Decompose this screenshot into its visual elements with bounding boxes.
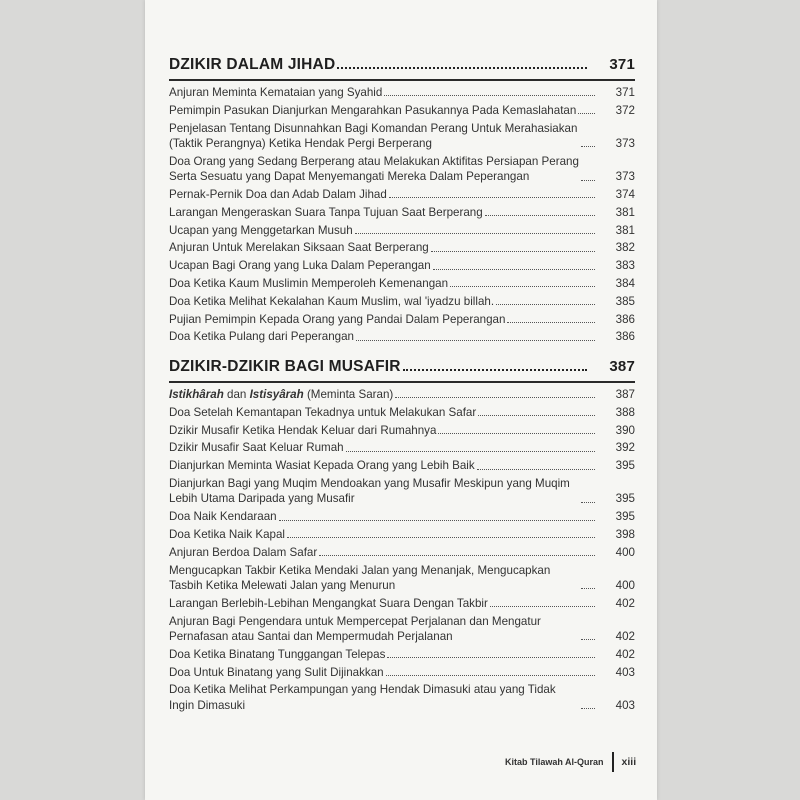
toc-entry	[169, 476, 635, 507]
leader-dots	[578, 113, 595, 114]
toc-entry	[169, 665, 635, 680]
entry-text: Dianjurkan Meminta Wasiat Kepada Orang yang Lebih Baik	[169, 459, 475, 473]
entry-page: 398	[615, 527, 635, 541]
entry-page: 390	[615, 423, 635, 437]
entry-page: 371	[615, 86, 635, 99]
entry-text: Dianjurkan Bagi yang Muqim Mendoakan yang Musafir Meskipun yang Muqim Lebih Utama Daripada yang Musafir	[169, 476, 570, 506]
toc-entry	[169, 240, 635, 255]
leader-dots	[355, 233, 595, 234]
toc-section-jihad	[169, 56, 635, 347]
entry-text-plain: (Meminta Saran)	[303, 388, 394, 401]
leader-dots	[386, 675, 595, 676]
section-rule	[169, 79, 635, 81]
toc-entry	[169, 545, 635, 560]
toc-entry	[169, 563, 635, 594]
leader-dots	[346, 451, 595, 452]
entry-page: 381	[615, 205, 635, 219]
entry-page: 373	[615, 170, 635, 184]
entry-text: Doa Ketika Melihat Perkampungan yang Hendak Dimasuki atau yang Tidak Ingin Dimasuki	[169, 683, 556, 712]
leader-dots	[496, 304, 595, 305]
leader-dots	[581, 146, 595, 147]
entry-text-plain: dan	[223, 388, 250, 401]
leader-dots	[279, 520, 595, 521]
entry-page: 403	[615, 665, 635, 679]
toc-entry	[169, 223, 635, 238]
leader-dots	[581, 180, 595, 181]
leader-dots	[490, 606, 595, 607]
entry-text: Dzikir Musafir Ketika Hendak Keluar dari Rumahnya	[169, 423, 437, 437]
book-page	[145, 0, 657, 800]
entry-page: 386	[615, 312, 635, 326]
section-heading	[169, 358, 635, 380]
toc-entry	[169, 205, 635, 220]
leader-dots	[581, 708, 595, 709]
toc-entry	[169, 85, 635, 100]
toc-entry	[169, 614, 635, 645]
entry-text: Doa Ketika Melihat Kekalahan Kaum Muslim, wal 'iyadzu billah.	[169, 294, 495, 308]
leader-dots	[431, 251, 595, 252]
toc-section-musafir	[169, 358, 635, 716]
leader-dots	[581, 502, 595, 503]
book-title: Kitab Tilawah Al-Quran	[505, 757, 604, 767]
entry-text: Penjelasan Tentang Disunnahkan Bagi Komandan Perang Untuk Merahasiakan (Taktik Perangnya) Ketika Hendak Pergi Berperang	[169, 121, 578, 150]
entry-page: 372	[615, 103, 635, 117]
toc-entry	[169, 187, 635, 202]
entry-page: 382	[615, 241, 635, 255]
entry-text: Anjuran Meminta Kemataian yang Syahid	[169, 86, 383, 99]
leader-dots	[485, 215, 595, 216]
entry-text: Doa Ketika Kaum Muslimin Memperoleh Kemenangan	[169, 276, 449, 290]
toc-entry	[169, 458, 635, 473]
entry-page: 385	[615, 294, 635, 308]
entry-text: Doa Setelah Kemantapan Tekadnya untuk Melakukan Safar	[169, 405, 477, 419]
entry-text-italic: Istikhârah	[169, 388, 224, 401]
section-title: DZIKIR-DZIKIR BAGI MUSAFIR	[169, 358, 401, 375]
entry-text: Doa Untuk Binatang yang Sulit Dijinakkan	[169, 665, 384, 679]
toc-entry	[169, 258, 635, 273]
entry-page: 386	[615, 330, 635, 344]
entry-page: 395	[615, 492, 635, 506]
entry-text	[169, 387, 393, 402]
toc-entry	[169, 596, 635, 611]
entry-text-italic: Istisyârah	[249, 388, 304, 401]
section-page: 387	[609, 358, 635, 375]
section-heading	[169, 56, 635, 78]
entry-text: Anjuran Bagi Pengendara untuk Mempercepat Perjalanan dan Mengatur Pernafasan atau Santai dan Mempermudah Perjalanan	[169, 614, 541, 643]
entry-text: Doa Ketika Binatang Tunggangan Telepas	[169, 647, 386, 661]
entry-page: 383	[615, 259, 635, 273]
entry-text: Doa Orang yang Sedang Berperang atau Melakukan Aktifitas Persiapan Perang Serta Sesuatu yang Dapat Menyemangati Mereka Dalam Peperangan	[169, 154, 579, 184]
entry-text: Pujian Pemimpin Kepada Orang yang Pandai Dalam Peperangan	[169, 312, 506, 326]
leader-dots	[507, 322, 595, 323]
leader-dots	[387, 657, 595, 658]
entry-page: 402	[615, 629, 635, 643]
footer-divider	[612, 752, 614, 772]
leader-dots	[433, 269, 595, 270]
toc-entry	[169, 329, 635, 344]
entry-page: 402	[615, 596, 635, 610]
page-number: xiii	[621, 756, 637, 768]
entry-page: 402	[615, 647, 635, 661]
entry-text: Anjuran Berdoa Dalam Safar	[169, 545, 318, 559]
entry-page: 373	[615, 137, 635, 150]
entry-text: Larangan Berlebih-Lebihan Mengangkat Suara Dengan Takbir	[169, 596, 488, 610]
toc-entry	[169, 509, 635, 524]
entry-page: 387	[615, 388, 635, 401]
toc-entry	[169, 440, 635, 455]
leader-dots	[389, 197, 595, 198]
entry-text: Pernak-Pernik Doa dan Adab Dalam Jihad	[169, 188, 387, 201]
entry-page: 395	[615, 459, 635, 473]
toc-entry	[169, 121, 635, 152]
section-title: DZIKIR DALAM JIHAD	[169, 56, 336, 73]
toc-entry	[169, 682, 635, 713]
leader-dots	[384, 95, 595, 96]
leader-dots	[287, 537, 595, 538]
leader-dots	[319, 555, 595, 556]
toc-entry	[169, 405, 635, 420]
entry-page: 395	[615, 510, 635, 524]
toc-entry	[169, 423, 635, 438]
entry-page: 388	[615, 405, 635, 419]
entry-text: Doa Ketika Pulang dari Peperangan	[169, 330, 354, 344]
leader-dots	[581, 588, 595, 589]
leader-dots	[438, 433, 595, 434]
toc-entry	[169, 294, 635, 309]
section-rule	[169, 381, 635, 383]
entry-page: 384	[615, 276, 635, 290]
entry-page: 403	[615, 698, 635, 712]
entry-page: 381	[615, 223, 635, 237]
entry-text: Pemimpin Pasukan Dianjurkan Mengarahkan Pasukannya Pada Kemaslahatan	[169, 103, 577, 117]
entry-page: 400	[615, 578, 635, 592]
page-footer	[505, 752, 636, 772]
entry-text: Ucapan Bagi Orang yang Luka Dalam Peperangan	[169, 259, 431, 273]
leader-dots	[356, 340, 595, 341]
leader-dots	[337, 67, 587, 69]
leader-dots	[450, 286, 595, 287]
toc-entry	[169, 103, 635, 118]
entry-page: 400	[615, 545, 635, 559]
leader-dots	[478, 415, 595, 416]
entry-page: 392	[615, 441, 635, 455]
toc-entry	[169, 387, 635, 402]
entry-text: Ucapan yang Menggetarkan Musuh	[169, 223, 353, 237]
toc-entry	[169, 527, 635, 542]
entry-text: Doa Naik Kendaraan	[169, 510, 277, 524]
leader-dots	[477, 469, 595, 470]
entry-text: Mengucapkan Takbir Ketika Mendaki Jalan yang Menanjak, Mengucapkan Tasbih Ketika Melewati Jalan yang Menurun	[169, 563, 551, 592]
entry-text: Doa Ketika Naik Kapal	[169, 527, 285, 541]
entry-text: Dzikir Musafir Saat Keluar Rumah	[169, 441, 344, 455]
toc-entry	[169, 312, 635, 327]
leader-dots	[581, 639, 595, 640]
entry-text: Larangan Mengeraskan Suara Tanpa Tujuan Saat Berperang	[169, 205, 483, 219]
leader-dots	[395, 397, 595, 398]
leader-dots	[403, 369, 587, 371]
entry-page: 374	[615, 188, 635, 201]
toc-entry	[169, 647, 635, 662]
section-page: 371	[609, 56, 635, 73]
toc-entry	[169, 276, 635, 291]
toc-entry	[169, 154, 635, 185]
entry-text: Anjuran Untuk Merelakan Siksaan Saat Berperang	[169, 241, 429, 255]
